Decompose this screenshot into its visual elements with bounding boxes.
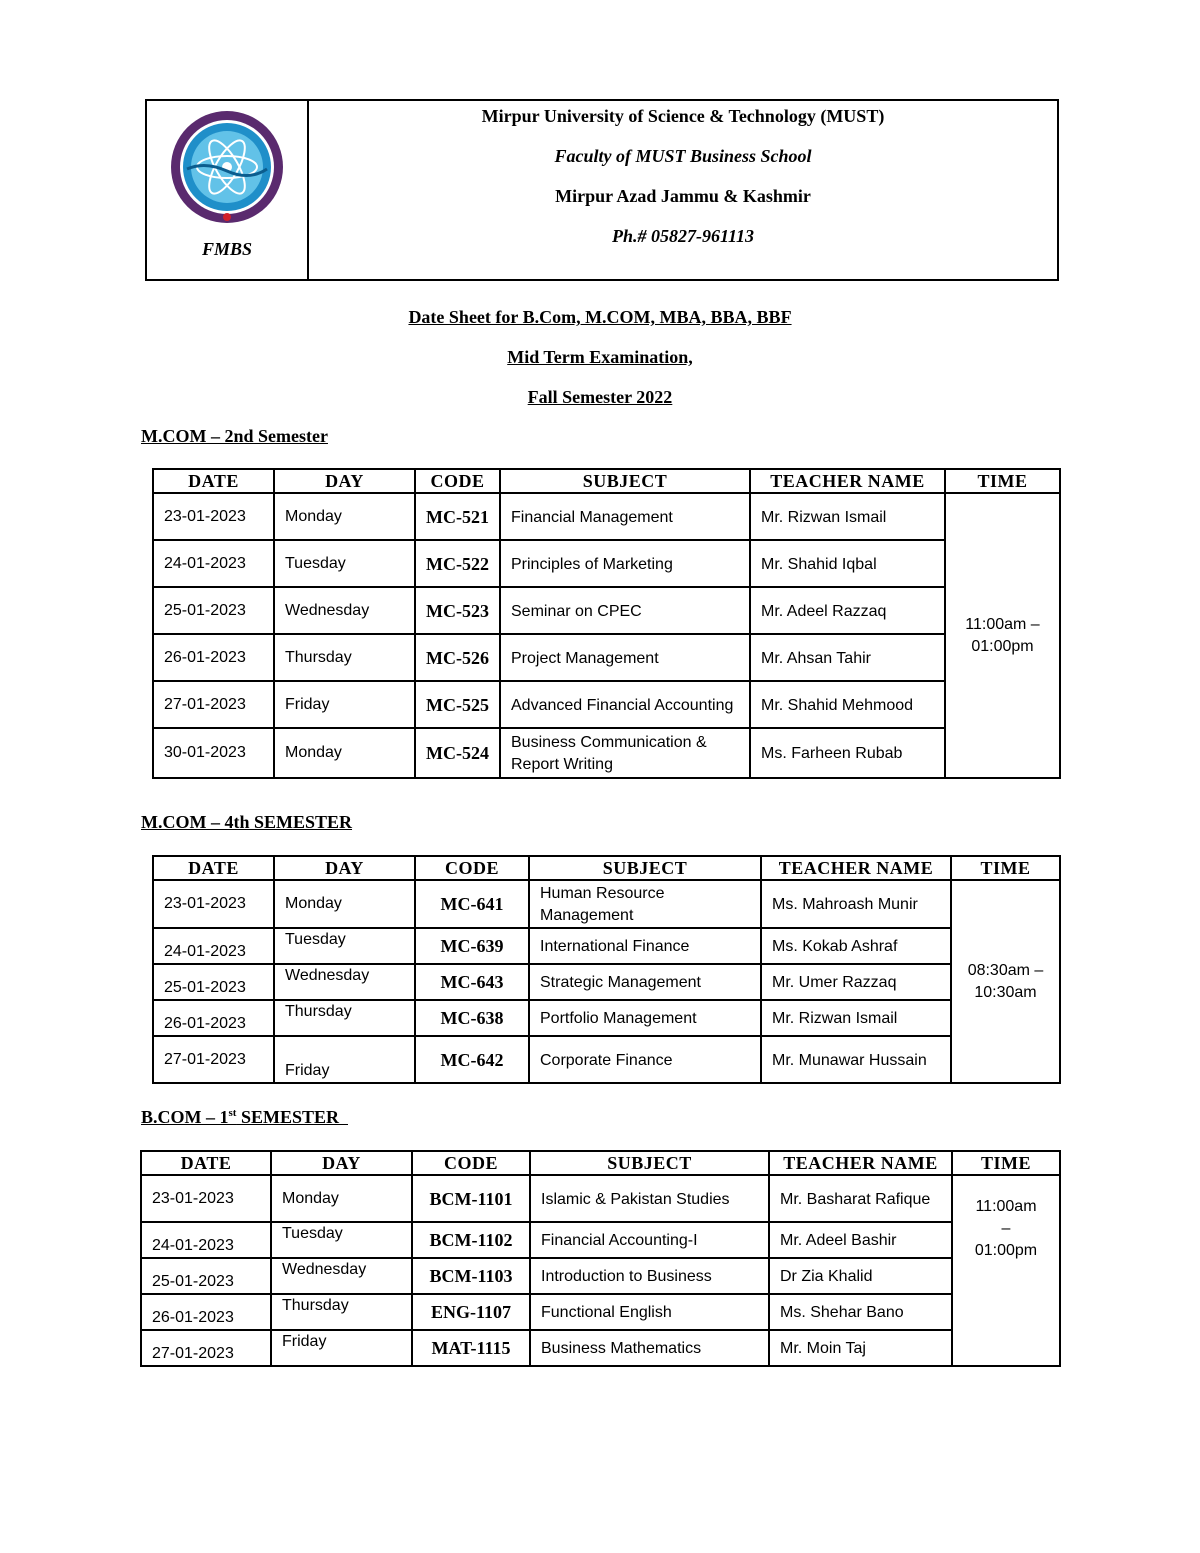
- section-title-suffix: SEMESTER: [236, 1107, 339, 1127]
- subject-cell: Human Resource Management: [529, 880, 761, 928]
- section-title-bcom-1st: [141, 1107, 348, 1128]
- teacher-cell: Mr. Umer Razzaq: [761, 964, 951, 1000]
- code-cell: MC-524: [415, 728, 500, 778]
- table-row: [153, 728, 1060, 778]
- date-cell: 27-01-2023: [141, 1330, 271, 1366]
- col-code: CODE: [412, 1151, 530, 1175]
- teacher-cell: Mr. Adeel Razzaq: [750, 587, 945, 634]
- col-subject: SUBJECT: [530, 1151, 769, 1175]
- date-cell: 23-01-2023: [141, 1175, 271, 1222]
- subject-cell: Functional English: [530, 1294, 769, 1330]
- subject-cell: Advanced Financial Accounting: [500, 681, 750, 728]
- day-cell: Wednesday: [274, 587, 415, 634]
- table-row: [141, 1175, 1060, 1222]
- code-cell: MC-521: [415, 493, 500, 540]
- subject-cell: Introduction to Business: [530, 1258, 769, 1294]
- section-title-text: B.COM – 1: [141, 1107, 229, 1127]
- teacher-cell: Ms. Mahroash Munir: [761, 880, 951, 928]
- table-row: [153, 928, 1060, 964]
- table-row: [141, 1294, 1060, 1330]
- teacher-cell: Mr. Rizwan Ismail: [750, 493, 945, 540]
- date-cell: 23-01-2023: [153, 880, 274, 928]
- code-cell: ENG-1107: [412, 1294, 530, 1330]
- col-day: DAY: [271, 1151, 412, 1175]
- header-box: [145, 99, 1059, 281]
- code-cell: MC-638: [415, 1000, 529, 1036]
- date-cell: 26-01-2023: [153, 634, 274, 681]
- table-row: [153, 587, 1060, 634]
- date-cell: 26-01-2023: [153, 1000, 274, 1036]
- table-header-row: [141, 1151, 1060, 1175]
- code-cell: BCM-1101: [412, 1175, 530, 1222]
- section-title-sup: st: [228, 1107, 237, 1119]
- section-title-mcom-4th: M.COM – 4th SEMESTER: [141, 812, 353, 832]
- day-cell: Tuesday: [274, 540, 415, 587]
- location: Mirpur Azad Jammu & Kashmir: [555, 186, 811, 206]
- subject-cell: Islamic & Pakistan Studies: [530, 1175, 769, 1222]
- phone: Ph.# 05827-961113: [611, 226, 754, 246]
- col-subject: SUBJECT: [500, 469, 750, 493]
- code-cell: MC-643: [415, 964, 529, 1000]
- date-cell: 25-01-2023: [141, 1258, 271, 1294]
- day-cell: Thursday: [271, 1294, 412, 1330]
- subject-cell: Financial Management: [500, 493, 750, 540]
- day-cell: Tuesday: [274, 928, 415, 964]
- day-cell: Friday: [274, 1036, 415, 1083]
- date-cell: 25-01-2023: [153, 964, 274, 1000]
- table-row: [153, 540, 1060, 587]
- table-row: [141, 1258, 1060, 1294]
- teacher-cell: Mr. Ahsan Tahir: [750, 634, 945, 681]
- time-end: 01:00pm: [974, 1242, 1038, 1259]
- day-cell: Friday: [274, 681, 415, 728]
- col-subject: SUBJECT: [529, 856, 761, 880]
- code-cell: MC-642: [415, 1036, 529, 1083]
- time-cell: 11:00am – 01:00pm: [945, 493, 1060, 778]
- subject-cell: Strategic Management: [529, 964, 761, 1000]
- subject-cell: Business Mathematics: [530, 1330, 769, 1366]
- day-cell: Wednesday: [274, 964, 415, 1000]
- time-start: 11:00am: [975, 1198, 1037, 1215]
- teacher-cell: Ms. Kokab Ashraf: [761, 928, 951, 964]
- date-cell: 24-01-2023: [153, 540, 274, 587]
- table-row: [141, 1330, 1060, 1366]
- code-cell: BCM-1102: [412, 1222, 530, 1258]
- teacher-cell: Mr. Basharat Rafique: [769, 1175, 952, 1222]
- table-row: [153, 1000, 1060, 1036]
- date-cell: 25-01-2023: [153, 587, 274, 634]
- day-cell: Monday: [271, 1175, 412, 1222]
- logo-cell: [147, 101, 309, 279]
- subject-cell: Business Communication & Report Writing: [500, 728, 750, 778]
- semester-title: Fall Semester 2022: [527, 387, 673, 407]
- code-cell: MC-639: [415, 928, 529, 964]
- datesheet-title: Date Sheet for B.Com, M.COM, MBA, BBA, BBF: [408, 307, 792, 327]
- university-name: Mirpur University of Science & Technology (MUST): [481, 106, 885, 126]
- code-cell: BCM-1103: [412, 1258, 530, 1294]
- day-cell: Thursday: [274, 1000, 415, 1036]
- teacher-cell: Mr. Shahid Iqbal: [750, 540, 945, 587]
- col-teacher: TEACHER NAME: [769, 1151, 952, 1175]
- subject-cell: International Finance: [529, 928, 761, 964]
- teacher-cell: Mr. Shahid Mehmood: [750, 681, 945, 728]
- exam-title: Mid Term Examination,: [507, 347, 693, 367]
- col-day: DAY: [274, 469, 415, 493]
- teacher-cell: Mr. Rizwan Ismail: [761, 1000, 951, 1036]
- code-cell: MC-523: [415, 587, 500, 634]
- subject-cell: Seminar on CPEC: [500, 587, 750, 634]
- teacher-cell: Ms. Farheen Rubab: [750, 728, 945, 778]
- col-time: TIME: [945, 469, 1060, 493]
- day-cell: Monday: [274, 493, 415, 540]
- day-cell: Monday: [274, 880, 415, 928]
- datesheet-table-bcom-1st: [140, 1150, 1061, 1367]
- day-cell: Friday: [271, 1330, 412, 1366]
- subject-cell: Principles of Marketing: [500, 540, 750, 587]
- teacher-cell: Mr. Munawar Hussain: [761, 1036, 951, 1083]
- fmbs-label: FMBS: [201, 239, 253, 259]
- time-dash: –: [1001, 1220, 1011, 1237]
- date-cell: 24-01-2023: [141, 1222, 271, 1258]
- col-teacher: TEACHER NAME: [750, 469, 945, 493]
- code-cell: MAT-1115: [412, 1330, 530, 1366]
- table-row: [153, 634, 1060, 681]
- section-title-mcom-2nd: M.COM – 2nd Semester: [141, 426, 328, 446]
- col-code: CODE: [415, 856, 529, 880]
- table-row: [153, 493, 1060, 540]
- date-cell: 24-01-2023: [153, 928, 274, 964]
- teacher-cell: Dr Zia Khalid: [769, 1258, 952, 1294]
- date-cell: 26-01-2023: [141, 1294, 271, 1330]
- table-row: [153, 880, 1060, 928]
- table-row: [153, 681, 1060, 728]
- header-info: [309, 101, 1057, 279]
- code-cell: MC-522: [415, 540, 500, 587]
- col-date: DATE: [153, 469, 274, 493]
- col-time: TIME: [951, 856, 1060, 880]
- faculty-name: Faculty of MUST Business School: [554, 146, 812, 166]
- subject-cell: Corporate Finance: [529, 1036, 761, 1083]
- datesheet-table-mcom-2nd: [152, 468, 1061, 779]
- table-header-row: [153, 856, 1060, 880]
- table-row: [153, 964, 1060, 1000]
- col-code: CODE: [415, 469, 500, 493]
- time-cell: 08:30am – 10:30am: [951, 880, 1060, 1083]
- code-cell: MC-525: [415, 681, 500, 728]
- university-logo-icon: [165, 109, 289, 229]
- table-header-row: [153, 469, 1060, 493]
- col-date: DATE: [153, 856, 274, 880]
- table-row: [153, 1036, 1060, 1083]
- day-cell: Monday: [274, 728, 415, 778]
- date-cell: 23-01-2023: [153, 493, 274, 540]
- teacher-cell: Ms. Shehar Bano: [769, 1294, 952, 1330]
- col-day: DAY: [274, 856, 415, 880]
- col-teacher: TEACHER NAME: [761, 856, 951, 880]
- teacher-cell: Mr. Adeel Bashir: [769, 1222, 952, 1258]
- day-cell: Thursday: [274, 634, 415, 681]
- table-row: [141, 1222, 1060, 1258]
- time-cell: [952, 1175, 1060, 1366]
- day-cell: Wednesday: [271, 1258, 412, 1294]
- teacher-cell: Mr. Moin Taj: [769, 1330, 952, 1366]
- subject-cell: Project Management: [500, 634, 750, 681]
- code-cell: MC-641: [415, 880, 529, 928]
- datesheet-table-mcom-4th: [152, 855, 1061, 1084]
- code-cell: MC-526: [415, 634, 500, 681]
- subject-cell: Portfolio Management: [529, 1000, 761, 1036]
- day-cell: Tuesday: [271, 1222, 412, 1258]
- date-cell: 30-01-2023: [153, 728, 274, 778]
- date-cell: 27-01-2023: [153, 1036, 274, 1083]
- col-date: DATE: [141, 1151, 271, 1175]
- col-time: TIME: [952, 1151, 1060, 1175]
- subject-cell: Financial Accounting-I: [530, 1222, 769, 1258]
- date-cell: 27-01-2023: [153, 681, 274, 728]
